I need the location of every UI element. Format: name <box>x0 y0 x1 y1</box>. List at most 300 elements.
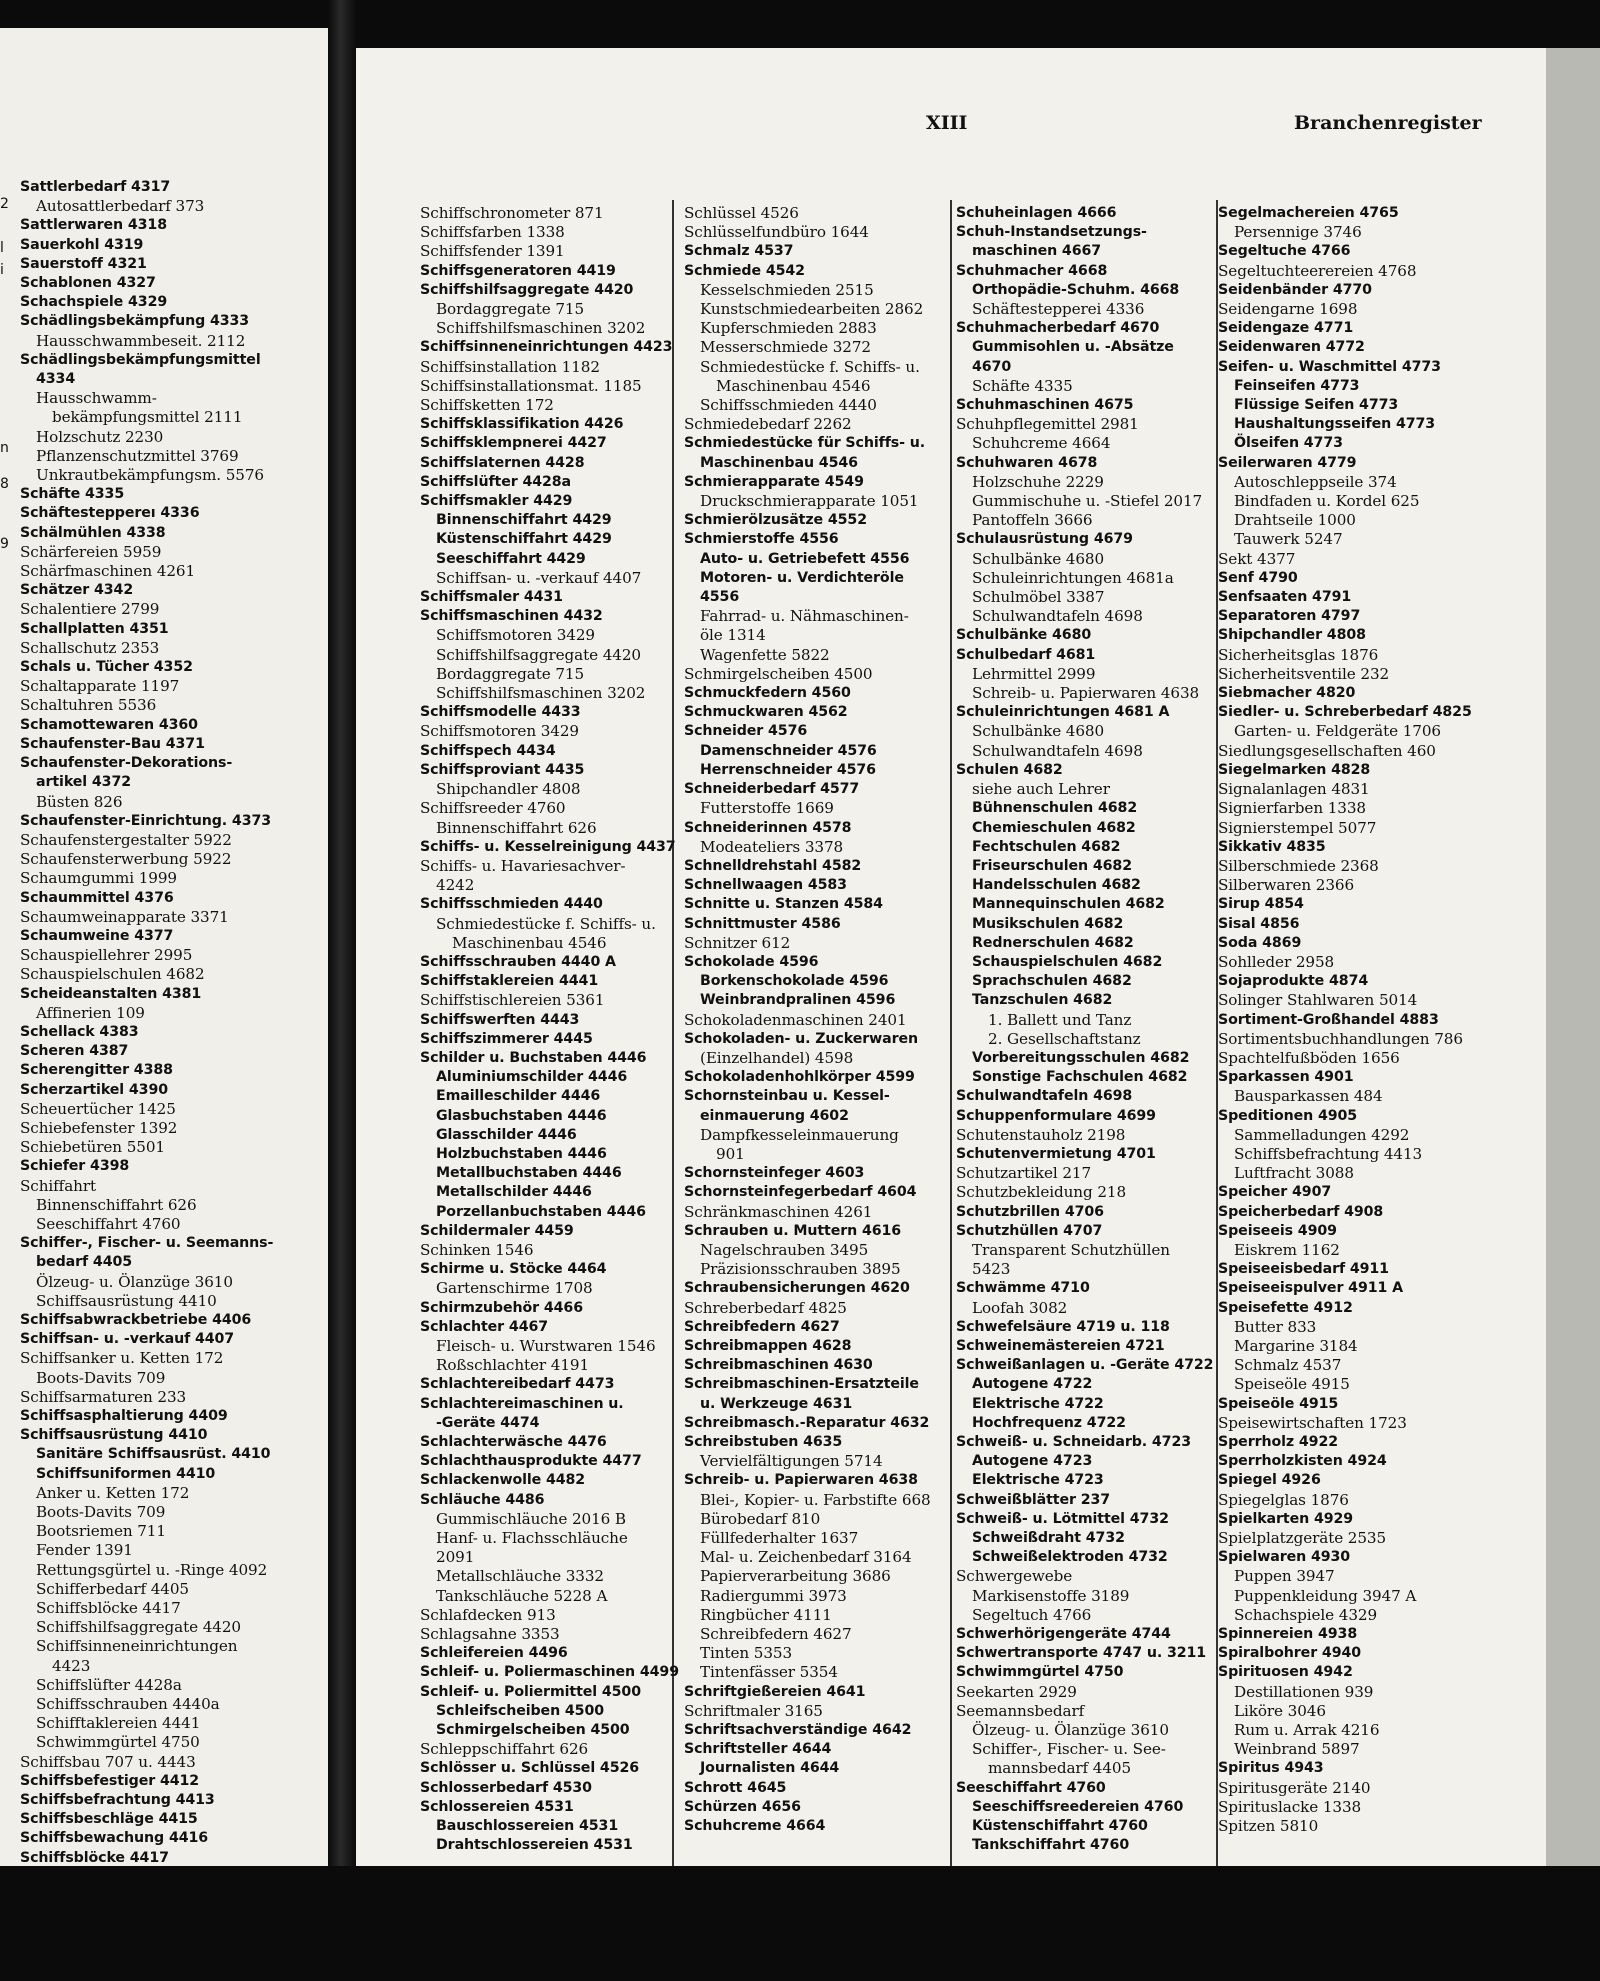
index-entry: Speisefette 4912 <box>1218 1299 1353 1316</box>
left-page <box>0 28 328 1866</box>
index-entry: Schmiede 4542 <box>684 262 805 279</box>
index-entry: Schleppschiffahrt 626 <box>420 1740 589 1759</box>
index-entry: Bindfaden u. Kordel 625 <box>1234 492 1420 511</box>
index-entry: Schiffsmaler 4431 <box>420 589 563 606</box>
index-entry: Weinbrand 5897 <box>1234 1740 1360 1759</box>
index-entry: Papierverarbeitung 3686 <box>700 1567 891 1586</box>
index-entry: Schmiedestücke für Schiffs- u. <box>684 435 926 452</box>
index-entry: Schaltapparate 1197 <box>20 677 180 696</box>
index-entry: Sonstige Fachschulen 4682 <box>972 1069 1188 1086</box>
index-entry: Radiergummi 3973 <box>700 1586 847 1605</box>
index-entry: Schaufenster-Dekorations- <box>20 755 233 772</box>
index-entry: Schälmühlen 4338 <box>20 524 166 541</box>
index-entry: 4242 <box>436 876 475 895</box>
index-entry: 1. Ballett und Tanz <box>988 1010 1132 1029</box>
index-entry: Schlachterwäsche 4476 <box>420 1434 607 1450</box>
index-entry: Schränkmaschinen 4261 <box>684 1202 873 1221</box>
index-entry: Orthopädie-Schuhm. 4668 <box>972 281 1180 298</box>
index-entry: Bausparkassen 484 <box>1234 1087 1383 1106</box>
index-entry: Schiefer 4398 <box>20 1158 130 1175</box>
index-entry: Glasbuchstaben 4446 <box>436 1107 607 1124</box>
index-entry: Mannequinschulen 4682 <box>972 896 1165 913</box>
index-entry: Senfsaaten 4791 <box>1218 589 1352 606</box>
index-entry: Schiffswerften 4443 <box>420 1011 580 1028</box>
index-entry: Schiffsschrauben 4440a <box>36 1695 220 1714</box>
index-entry: Hochfrequenz 4722 <box>972 1414 1126 1431</box>
index-entry: Speicher 4907 <box>1218 1184 1332 1201</box>
index-entry: Schnellwaagen 4583 <box>684 877 847 894</box>
index-entry: Binnenschiffahrt 4429 <box>436 512 612 529</box>
index-entry: Schiffslaternen 4428 <box>420 454 585 471</box>
index-entry: Seemannsbedarf <box>956 1701 1085 1720</box>
index-entry: Elektrische 4722 <box>972 1395 1104 1412</box>
index-entry: Schiffstaklereien 4441 <box>420 973 599 990</box>
index-entry: Spiralbohrer 4940 <box>1218 1645 1362 1662</box>
index-entry: Schildermaler 4459 <box>420 1222 574 1239</box>
index-entry: Bootsriemen 711 <box>36 1522 166 1541</box>
index-entry: Schiffsblöcke 4417 <box>20 1849 169 1866</box>
index-entry: Seeschiffahrt 4429 <box>436 550 586 567</box>
index-entry: Haushaltungsseifen 4773 <box>1234 416 1436 433</box>
index-entry: Schrauben u. Muttern 4616 <box>684 1222 902 1239</box>
index-entry: Schmiedestücke f. Schiffs- u. <box>436 914 656 933</box>
index-entry: Scheideanstalten 4381 <box>20 985 202 1002</box>
index-entry: Sortimentsbuchhandlungen 786 <box>1218 1029 1463 1048</box>
index-entry: Chemieschulen 4682 <box>972 819 1136 836</box>
index-entry: Schuhwaren 4678 <box>956 454 1098 471</box>
index-entry: Gartenschirme 1708 <box>436 1279 593 1298</box>
index-entry: Aluminiumschilder 4446 <box>436 1069 628 1086</box>
index-entry: Sperrholz 4922 <box>1218 1434 1338 1450</box>
index-entry: Schornsteinbau u. Kessel- <box>684 1088 890 1105</box>
index-entry: Seekarten 2929 <box>956 1682 1077 1701</box>
index-entry: Schuhmacherbedarf 4670 <box>956 320 1160 337</box>
index-entry: Shipchandler 4808 <box>436 780 581 799</box>
index-entry: Modeateliers 3378 <box>700 837 844 856</box>
index-entry: Schweiß- u. Schneidarb. 4723 <box>956 1434 1191 1450</box>
index-entry: Schiffshilfsaggregate 4420 <box>420 281 634 298</box>
index-entry: Hausschwammbeseit. 2112 <box>36 331 246 350</box>
index-entry: Glasschilder 4446 <box>436 1126 577 1143</box>
edge-char: n <box>0 440 9 456</box>
index-entry: Schiffstischlereien 5361 <box>420 991 605 1010</box>
index-entry: Gummischläuche 2016 B <box>436 1509 626 1528</box>
index-entry: Schlagsahne 3353 <box>420 1625 560 1644</box>
index-entry: 5423 <box>972 1260 1011 1279</box>
index-entry: Boots-Davits 709 <box>36 1503 166 1522</box>
index-entry: Schals u. Tücher 4352 <box>20 659 193 676</box>
index-entry: Siedlungsgesellschaften 460 <box>1218 741 1436 760</box>
index-entry: Schmuckwaren 4562 <box>684 704 848 721</box>
index-entry: Schiffsblöcke 4417 <box>36 1599 181 1618</box>
index-entry: Schreib- u. Papierwaren 4638 <box>972 684 1200 703</box>
index-entry: Signalanlagen 4831 <box>1218 780 1370 799</box>
index-entry: Schaufenster-Einrichtung. 4373 <box>20 812 272 829</box>
index-entry: Schmuckfedern 4560 <box>684 685 851 702</box>
index-entry: Schiffshilfsaggregate 4420 <box>36 1618 241 1637</box>
index-entry: Speditionen 4905 <box>1218 1107 1358 1124</box>
index-entry: u. Werkzeuge 4631 <box>700 1395 853 1412</box>
index-entry: Silberschmiede 2368 <box>1218 856 1379 875</box>
index-entry: Kunstschmiedearbeiten 2862 <box>700 300 924 319</box>
index-entry: Schokoladen- u. Zuckerwaren <box>684 1030 919 1047</box>
index-entry: Schellack 4383 <box>20 1023 139 1040</box>
index-entry: Schiffsabwrackbetriebe 4406 <box>20 1311 252 1328</box>
index-entry: Seidengarne 1698 <box>1218 300 1358 319</box>
index-entry: Füllfederhalter 1637 <box>700 1529 859 1548</box>
index-entry: Schiffsbau 707 u. 4443 <box>20 1752 196 1771</box>
index-entry: Scheren 4387 <box>20 1043 129 1060</box>
index-entry: Schiffsausrüstung 4410 <box>20 1427 208 1444</box>
index-entry: Speicherbedarf 4908 <box>1218 1203 1384 1220</box>
index-entry: Schulbedarf 4681 <box>956 646 1096 663</box>
index-entry: Schiffshilfsaggregate 4420 <box>436 645 641 664</box>
index-entry: Autogene 4723 <box>972 1453 1093 1470</box>
index-entry: Schuhmaschinen 4675 <box>956 397 1134 414</box>
index-entry: Journalisten 4644 <box>700 1760 840 1777</box>
index-entry: Schweinemästereien 4721 <box>956 1337 1165 1354</box>
index-entry: Schlösser u. Schlüssel 4526 <box>420 1760 640 1777</box>
index-entry: Spielwaren 4930 <box>1218 1549 1351 1566</box>
index-entry: Sekt 4377 <box>1218 549 1296 568</box>
index-entry: Schweißanlagen u. -Geräte 4722 <box>956 1357 1214 1374</box>
index-entry: Schiffsbefrachtung 4413 <box>1234 1144 1423 1163</box>
index-entry: Wagenfette 5822 <box>700 645 830 664</box>
index-entry: Schiffsmodelle 4433 <box>420 704 581 721</box>
index-entry: Sattlerwaren 4318 <box>20 217 167 234</box>
index-entry: Bordaggregate 715 <box>436 300 585 319</box>
index-entry: Puppen 3947 <box>1234 1567 1335 1586</box>
index-entry: Schutzbekleidung 218 <box>956 1183 1127 1202</box>
index-entry: Schwerhörigengeräte 4744 <box>956 1626 1171 1643</box>
index-entry: Schulwandtafeln 4698 <box>972 741 1143 760</box>
right-page <box>356 48 1546 1878</box>
index-entry: Schiffschronometer 871 <box>420 204 604 222</box>
index-entry: Schiffsinstallation 1182 <box>420 357 600 376</box>
index-entry: Schreib- u. Papierwaren 4638 <box>684 1472 918 1489</box>
index-entry: Signierstempel 5077 <box>1218 818 1377 837</box>
index-entry: Sirup 4854 <box>1218 896 1304 913</box>
index-entry: Schlüssel 4526 <box>684 204 799 222</box>
index-entry: Sicherheitsglas 1876 <box>1218 645 1379 664</box>
index-entry: Schiffsketten 172 <box>420 396 554 415</box>
index-entry: Schuleinrichtungen 4681 A <box>956 704 1170 721</box>
index-entry: Schiffszimmerer 4445 <box>420 1030 593 1047</box>
index-entry: Mal- u. Zeichenbedarf 3164 <box>700 1548 912 1567</box>
index-entry: Nagelschrauben 3495 <box>700 1240 869 1259</box>
index-entry: Sammelladungen 4292 <box>1234 1125 1410 1144</box>
index-entry: Schiffsinstallationsmat. 1185 <box>420 376 642 395</box>
index-entry: Sperrholzkisten 4924 <box>1218 1453 1387 1470</box>
index-entry: Schlachtereibedarf 4473 <box>420 1376 615 1393</box>
index-entry: Schmierapparate 4549 <box>684 473 864 490</box>
index-entry: Schäfte 4335 <box>20 486 125 503</box>
index-entry: Schiffsinneneinrichtungen <box>36 1637 238 1656</box>
index-entry: Schulwandtafeln 4698 <box>972 607 1143 626</box>
index-entry: Schiffahrt <box>20 1176 96 1195</box>
index-entry: Pflanzenschutzmittel 3769 <box>36 446 239 465</box>
index-entry: Schiffsschrauben 4440 A <box>420 953 616 970</box>
book-gutter <box>328 0 356 1981</box>
index-entry: Sortiment-Großhandel 4883 <box>1218 1011 1439 1028</box>
index-entry: Handelsschulen 4682 <box>972 877 1141 894</box>
index-entry: Schlachter 4467 <box>420 1318 549 1335</box>
edge-char: l <box>0 240 4 256</box>
index-entry: Autoschleppseile 374 <box>1234 472 1397 491</box>
index-entry: Schuheinlagen 4666 <box>956 205 1117 221</box>
index-entry: Schifftaklereien 4441 <box>36 1714 201 1733</box>
index-entry: Schutzhüllen 4707 <box>956 1222 1103 1239</box>
index-entry: Schiffer-, Fischer- u. See- <box>972 1740 1166 1759</box>
index-entry: Herrenschneider 4576 <box>700 761 876 778</box>
index-entry: Futterstoffe 1669 <box>700 799 834 818</box>
index-entry: Schlachtereimaschinen u. <box>420 1395 624 1412</box>
index-entry: mannsbedarf 4405 <box>988 1759 1132 1778</box>
index-entry: Schaumweine 4377 <box>20 927 174 944</box>
index-entry: Schiffslüfter 4428a <box>420 473 572 490</box>
index-entry: Metallschläuche 3332 <box>436 1567 604 1586</box>
index-entry: Schärfereien 5959 <box>20 542 162 561</box>
index-entry: Binnenschiffahrt 626 <box>436 818 597 837</box>
index-entry: Seeschiffsreedereien 4760 <box>972 1798 1184 1815</box>
index-entry: bedarf 4405 <box>36 1254 133 1271</box>
index-entry: Schrott 4645 <box>684 1779 787 1796</box>
index-entry: bekämpfungsmittel 2111 <box>52 408 243 427</box>
index-entry: Sprachschulen 4682 <box>972 973 1132 990</box>
index-entry: Scherzartikel 4390 <box>20 1081 168 1098</box>
index-entry: Seifen- u. Waschmittel 4773 <box>1218 358 1441 375</box>
index-entry: Schulbänke 4680 <box>956 627 1092 644</box>
index-entry: Dampfkesseleinmauerung <box>700 1125 899 1144</box>
index-entry: Spitzen 5810 <box>1218 1817 1319 1836</box>
index-entry: Schweißelektroden 4732 <box>972 1549 1168 1566</box>
index-entry: Destillationen 939 <box>1234 1682 1374 1701</box>
index-entry: Ölzeug- u. Ölanzüge 3610 <box>972 1721 1169 1740</box>
index-entry: Schauspielschulen 4682 <box>972 953 1163 970</box>
index-entry: Binnenschiffahrt 626 <box>36 1195 197 1214</box>
index-column-2 <box>420 204 679 1855</box>
index-entry: Schädlingsbekämpfung 4333 <box>20 313 250 330</box>
index-entry: 4334 <box>36 371 76 388</box>
index-entry: 4423 <box>52 1656 91 1675</box>
index-entry: Schweiß- u. Lötmittel 4732 <box>956 1510 1169 1527</box>
index-entry: Speiseöle 4915 <box>1234 1375 1350 1394</box>
index-entry: Sojaprodukte 4874 <box>1218 973 1369 990</box>
index-entry: Speisewirtschaften 1723 <box>1218 1413 1407 1432</box>
index-entry: Schlosserbedarf 4530 <box>420 1779 592 1796</box>
index-entry: Tankschiffahrt 4760 <box>972 1837 1130 1854</box>
index-entry: Maschinenbau 4546 <box>716 376 871 395</box>
index-entry: Schwimmgürtel 4750 <box>36 1733 200 1752</box>
index-entry: Schallschutz 2353 <box>20 638 160 657</box>
index-entry: Schutzbrillen 4706 <box>956 1203 1104 1220</box>
index-entry: Küstenschiffahrt 4429 <box>436 531 612 548</box>
index-entry: Küstenschiffahrt 4760 <box>972 1818 1148 1835</box>
index-entry: 901 <box>716 1144 745 1163</box>
index-entry: Schauspielschulen 4682 <box>20 965 205 984</box>
index-entry: Schmalz 4537 <box>684 243 794 260</box>
index-entry: Silberwaren 2366 <box>1218 876 1355 895</box>
index-entry: Schornsteinfeger 4603 <box>684 1165 865 1182</box>
index-entry: Lehrmittel 2999 <box>972 664 1096 683</box>
index-entry: Schaltuhren 5536 <box>20 696 157 715</box>
index-entry: Schneider 4576 <box>684 723 808 740</box>
index-entry: Fahrrad- u. Nähmaschinen- <box>700 607 909 626</box>
index-entry: Soda 4869 <box>1218 934 1302 951</box>
index-entry: Schiffsbeschläge 4415 <box>20 1811 198 1828</box>
index-entry: Segelmachereien 4765 <box>1218 205 1399 221</box>
index-entry: Schreibfedern 4627 <box>684 1318 840 1335</box>
index-entry: Unkrautbekämpfungsm. 5576 <box>36 466 264 485</box>
index-entry: Schiffsasphaltierung 4409 <box>20 1408 228 1424</box>
index-entry: Schneiderbedarf 4577 <box>684 781 860 798</box>
index-entry: Tintenfässer 5354 <box>700 1663 838 1682</box>
index-entry: Schiffslüfter 4428a <box>36 1675 182 1694</box>
index-entry: Schriftgießereien 4641 <box>684 1683 866 1700</box>
index-entry: Schärfmaschinen 4261 <box>20 562 196 581</box>
index-entry: Schiffsuniformen 4410 <box>36 1465 216 1482</box>
index-entry: Spiritusgeräte 2140 <box>1218 1778 1371 1797</box>
index-entry: Schnittmuster 4586 <box>684 915 841 932</box>
index-entry: Schiebefenster 1392 <box>20 1118 178 1137</box>
index-entry: Schiffsreeder 4760 <box>420 799 566 818</box>
index-entry: Schlafdecken 913 <box>420 1605 556 1624</box>
index-entry: Schiffsmaschinen 4432 <box>420 608 603 625</box>
index-entry: Sauerkohl 4319 <box>20 236 144 253</box>
index-entry: Schokoladenhohlkörper 4599 <box>684 1069 915 1086</box>
index-entry: Rum u. Arrak 4216 <box>1234 1721 1380 1740</box>
index-entry: 4670 <box>972 358 1012 375</box>
page-number: XIII <box>926 112 968 134</box>
index-entry: Seeschiffahrt 4760 <box>956 1779 1106 1796</box>
index-entry: Bordaggregate 715 <box>436 664 585 683</box>
index-entry: Schinken 1546 <box>420 1240 534 1259</box>
index-entry: Schirme u. Stöcke 4464 <box>420 1261 607 1278</box>
index-entry: Schlackenwolle 4482 <box>420 1472 586 1489</box>
index-entry: Porzellanbuchstaben 4446 <box>436 1203 646 1220</box>
index-entry: Schlossereien 4531 <box>420 1798 574 1815</box>
index-entry: -Geräte 4474 <box>436 1414 540 1431</box>
index-entry: Senf 4790 <box>1218 569 1298 586</box>
index-entry: Schweißblätter 237 <box>956 1491 1111 1508</box>
index-entry: Schiffer-, Fischer- u. Seemanns- <box>20 1235 274 1252</box>
index-entry: Metallbuchstaben 4446 <box>436 1165 622 1182</box>
index-entry: Schmiedebedarf 2262 <box>684 415 852 434</box>
index-entry: Bürobedarf 810 <box>700 1509 821 1528</box>
index-entry: Sattlerbedarf 4317 <box>20 179 171 195</box>
index-entry: Sikkativ 4835 <box>1218 838 1326 855</box>
index-entry: Schachspiele 4329 <box>20 294 168 311</box>
index-entry: Fleisch- u. Wurstwaren 1546 <box>436 1336 656 1355</box>
index-entry: maschinen 4667 <box>972 243 1102 260</box>
index-entry: artikel 4372 <box>36 774 131 791</box>
index-entry: Liköre 3046 <box>1234 1701 1326 1720</box>
index-entry: Schaummittel 4376 <box>20 889 174 906</box>
index-entry: Affinerien 109 <box>36 1003 145 1022</box>
index-entry: Schäftestepperei 4336 <box>972 300 1145 319</box>
index-entry: Puppenkleidung 3947 A <box>1234 1586 1417 1605</box>
index-entry: Luftfracht 3088 <box>1234 1164 1354 1183</box>
index-entry: Schiffsbefestiger 4412 <box>20 1772 200 1789</box>
index-entry: Schiffsfender 1391 <box>420 242 565 261</box>
index-entry: Spielplatzgeräte 2535 <box>1218 1529 1387 1548</box>
index-entry: Schiffsproviant 4435 <box>420 761 585 778</box>
index-entry: Gummisohlen u. -Absätze <box>972 339 1174 356</box>
index-entry: Hanf- u. Flachsschläuche <box>436 1529 628 1548</box>
index-entry: Holzbuchstaben 4446 <box>436 1145 607 1162</box>
index-entry: Schiffsbewachung 4416 <box>20 1830 209 1847</box>
index-entry: Autosattlerbedarf 373 <box>36 197 205 216</box>
index-entry: Schiffsklempnerei 4427 <box>420 435 607 452</box>
index-entry: Schaumgummi 1999 <box>20 869 177 888</box>
index-entry: Speiseeisbedarf 4911 <box>1218 1261 1389 1278</box>
index-entry: Schuh-Instandsetzungs- <box>956 224 1147 241</box>
page-edge <box>1546 48 1600 1878</box>
index-entry: Schalentiere 2799 <box>20 600 160 619</box>
index-entry: Anker u. Ketten 172 <box>36 1483 190 1502</box>
index-entry: Schlüsselfundbüro 1644 <box>684 223 869 242</box>
index-entry: Schürzen 4656 <box>684 1798 801 1815</box>
index-entry: Spachtelfußböden 1656 <box>1218 1048 1400 1067</box>
index-entry: Büsten 826 <box>36 792 123 811</box>
index-entry: Siegelmarken 4828 <box>1218 761 1371 778</box>
index-entry: Schiffsmotoren 3429 <box>436 626 595 645</box>
index-entry: Separatoren 4797 <box>1218 608 1361 625</box>
index-entry: Schiffsbefrachtung 4413 <box>20 1792 215 1809</box>
index-entry: Seilerwaren 4779 <box>1218 454 1357 471</box>
index-entry: Schokolade 4596 <box>684 953 819 970</box>
index-entry: Schriftmaler 3165 <box>684 1701 823 1720</box>
index-entry: Siebmacher 4820 <box>1218 685 1356 702</box>
index-entry: Schlachthausprodukte 4477 <box>420 1453 642 1470</box>
index-entry: Metallschilder 4446 <box>436 1184 592 1201</box>
index-entry: Schiffs- u. Kesselreinigung 4437 <box>420 838 676 855</box>
index-entry: Seidenbänder 4770 <box>1218 281 1372 298</box>
index-entry: Schutenvermietung 4701 <box>956 1145 1156 1162</box>
index-entry: Schaufensterwerbung 5922 <box>20 850 232 869</box>
index-entry: Siedler- u. Schreberbedarf 4825 <box>1218 704 1472 721</box>
index-entry: Damenschneider 4576 <box>700 742 877 759</box>
index-entry: Schnitzer 612 <box>684 933 791 952</box>
index-entry: Schallplatten 4351 <box>20 620 169 637</box>
index-entry: Margarine 3184 <box>1234 1336 1358 1355</box>
index-entry: Schornsteinfegerbedarf 4604 <box>684 1184 917 1201</box>
index-entry: Segeltuch 4766 <box>972 1605 1092 1624</box>
index-entry: Schiffsschmieden 4440 <box>700 396 877 415</box>
index-entry: Sisal 4856 <box>1218 915 1300 932</box>
index-entry: Sohlleder 2958 <box>1218 952 1335 971</box>
index-entry: Drahtseile 1000 <box>1234 511 1356 530</box>
index-entry: Solinger Stahlwaren 5014 <box>1218 991 1418 1010</box>
index-entry: Bühnenschulen 4682 <box>972 800 1138 817</box>
index-entry: Schleifscheiben 4500 <box>436 1702 604 1719</box>
index-entry: Roßschlachter 4191 <box>436 1356 590 1375</box>
index-entry: Schnitte u. Stanzen 4584 <box>684 896 883 913</box>
index-entry: Autogene 4722 <box>972 1376 1093 1393</box>
index-entry: Holzschuhe 2229 <box>972 472 1104 491</box>
index-entry: Transparent Schutzhüllen <box>972 1240 1170 1259</box>
index-entry: Scheuertücher 1425 <box>20 1099 176 1118</box>
index-entry: Maschinenbau 4546 <box>700 454 858 471</box>
index-entry: Spirituslacke 1338 <box>1218 1797 1362 1816</box>
index-entry: siehe auch Lehrer <box>972 780 1110 799</box>
index-entry: Schnelldrehstahl 4582 <box>684 857 862 874</box>
index-entry: Spielkarten 4929 <box>1218 1510 1354 1527</box>
index-entry: 2091 <box>436 1548 475 1567</box>
index-entry: Schreberbedarf 4825 <box>684 1298 847 1317</box>
index-column-1 <box>20 178 273 1866</box>
index-entry: Tauwerk 5247 <box>1234 530 1343 549</box>
